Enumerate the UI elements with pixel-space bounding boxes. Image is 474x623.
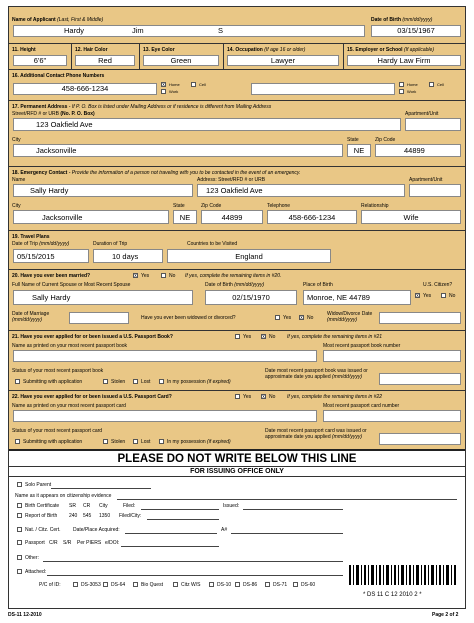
married-no-checkbox[interactable]	[161, 273, 166, 278]
filed-label: Filed:	[123, 503, 136, 509]
book-name-field[interactable]	[13, 350, 317, 362]
physical-section	[9, 44, 465, 70]
marriage-date-label: Date of Marriage (mm/dd/yyyy)	[12, 311, 50, 323]
trip-duration-field[interactable]: 10 days	[93, 249, 163, 263]
city-field[interactable]: Jacksonville	[13, 144, 343, 157]
ec-zip-field[interactable]: 44899	[201, 210, 263, 224]
dob-label: Date of Birth (mm/dd/yyyy)	[371, 17, 433, 23]
married-hint: If yes, complete the remaining items in #20.	[185, 273, 282, 279]
home-label: Home	[169, 82, 180, 87]
dob-field[interactable]: 03/15/1967	[371, 25, 461, 37]
ds86-label: DS-86	[243, 582, 258, 588]
phone2-home-checkbox[interactable]	[399, 82, 404, 87]
nat-cert-label: Nat. / Citz. Cert.	[25, 527, 61, 533]
cell-label: Cell	[199, 82, 206, 87]
hair-field[interactable]: Red	[75, 55, 135, 66]
page-number: Page 2 of 2	[432, 612, 459, 618]
citizen-yes-checkbox[interactable]: x	[416, 293, 419, 299]
card-hint: If yes, complete the remaining items in #22	[287, 394, 383, 400]
ec-name-label: Name	[12, 177, 26, 183]
book-number-label: Most recent passport book number	[323, 343, 401, 349]
work-label: Work	[169, 89, 179, 94]
ec-name-field[interactable]: Sally Hardy	[13, 184, 193, 197]
contact-label: 16. Additional Contact Phone Numbers	[12, 73, 105, 79]
book-yes-checkbox[interactable]	[235, 334, 240, 339]
cr-label: CR	[83, 503, 91, 509]
contact-section	[9, 70, 465, 101]
birth-cert-label: Birth Certificate	[25, 503, 60, 509]
ec-state-field[interactable]: NE	[173, 210, 197, 224]
n545-label: 545	[83, 513, 92, 519]
city-office-label: City	[99, 503, 108, 509]
widowed-yes-checkbox[interactable]	[275, 315, 280, 320]
marriage-section	[9, 270, 465, 331]
ds3053-label: DS-3053	[81, 582, 101, 588]
phone1-field[interactable]: 458-666-1234	[13, 83, 157, 95]
card-possession-label: In my possession (if expired)	[167, 439, 231, 445]
book-name-label: Name as printed on your most recent passport book	[12, 343, 128, 349]
sr2-label: S/R	[63, 540, 72, 546]
hair-label: 12. Hair Color	[75, 47, 108, 53]
name-applicant-label: Name of Applicant (Last, First & Middle)	[12, 17, 104, 23]
eye-field[interactable]: Green	[143, 55, 219, 66]
spouse-dob-label: Date of Birth (mm/dd/yyyy)	[205, 282, 265, 288]
card-lost-label: Lost	[141, 439, 151, 445]
eye-label: 13. Eye Color	[143, 47, 175, 53]
trip-duration-label: Duration of Trip	[93, 241, 128, 247]
card-lost-checkbox[interactable]	[133, 439, 138, 444]
spouse-name-field[interactable]: Sally Hardy	[13, 290, 193, 305]
applicant-name-field[interactable]	[13, 25, 365, 37]
book-hint: If yes, complete the remaining items in #21	[287, 334, 383, 340]
work-label-2: Work	[407, 89, 417, 94]
ec-phone-field[interactable]: 458-666-1234	[267, 210, 357, 224]
occupation-label: 14. Occupation (If age 16 or older)	[227, 47, 306, 53]
book-submitted-checkbox[interactable]	[15, 379, 20, 384]
card-yes-checkbox[interactable]	[235, 394, 240, 399]
do-not-write-banner: PLEASE DO NOT WRITE BELOW THIS LINE	[9, 451, 465, 467]
ec-state-label: State	[173, 203, 185, 209]
book-date-label: Date most recent passport book was issued or approximate date you applied (mm/dd/yyyy)	[265, 368, 368, 380]
citizen-no-checkbox[interactable]	[441, 293, 446, 298]
widowed-date-field[interactable]	[379, 312, 461, 324]
edoi-label: e/DOI:	[105, 540, 120, 546]
attached-label: Attached:	[25, 569, 47, 575]
card-status-label: Status of your most recent passport card	[12, 428, 103, 434]
state-label: State	[347, 137, 359, 143]
apt-label: Apartment/Unit	[405, 111, 439, 117]
married-yes-checkbox[interactable]: x	[134, 273, 137, 279]
book-stolen-label: Stolen	[111, 379, 126, 385]
street-field[interactable]: 123 Oakfield Ave	[13, 118, 401, 131]
book-yes-label: Yes	[243, 334, 252, 340]
employer-field[interactable]: Hardy Law Firm	[347, 55, 461, 66]
applicant-name-section	[9, 7, 465, 44]
zip-field[interactable]: 44899	[375, 144, 461, 157]
passport-book-section	[9, 331, 465, 391]
ds60-checkbox[interactable]	[293, 582, 298, 587]
card-submitted-checkbox[interactable]	[15, 439, 20, 444]
trip-date-label: Date of Trip (mm/dd/yyyy)	[12, 241, 70, 247]
report-birth-label: Report of Birth	[25, 513, 58, 519]
phone2-work-checkbox[interactable]	[399, 89, 404, 94]
ds86-checkbox[interactable]	[235, 582, 240, 587]
apt-field[interactable]	[405, 118, 461, 131]
ec-relationship-label: Relationship	[361, 203, 389, 209]
ds64-label: DS-64	[111, 582, 126, 588]
card-name-label: Name as printed on your most recent passport card	[12, 403, 126, 409]
widowed-date-label: Widow/Divorce Date (mm/dd/yyyy)	[327, 311, 373, 323]
zip-label: Zip Code	[375, 137, 396, 143]
ds3053-checkbox[interactable]	[73, 582, 78, 587]
cr2-label: C/R	[49, 540, 58, 546]
height-field[interactable]: 6'6"	[13, 55, 67, 66]
us-citizen-label: U.S. Citizen?	[423, 282, 453, 288]
ec-zip-label: Zip Code	[201, 203, 222, 209]
ds10-label: DS-10	[217, 582, 232, 588]
passport-form-page	[8, 6, 466, 609]
citz-ws-checkbox[interactable]	[173, 582, 178, 587]
birth-cert-checkbox[interactable]	[17, 503, 22, 508]
issuing-office-area	[9, 451, 465, 608]
other-label: Other:	[25, 555, 39, 561]
book-no-checkbox[interactable]: x	[262, 334, 265, 340]
married-yes-label: Yes	[141, 273, 150, 279]
spouse-birthplace-field[interactable]: Monroe, NE 44789	[303, 290, 411, 305]
card-question: 22. Have you ever applied for or been issued a U.S. Passport Card?	[12, 394, 172, 400]
barcode-text: * DS 11 C 12 2010 2 *	[363, 592, 422, 598]
passport-label: Passport	[25, 540, 45, 546]
book-no-label: No	[269, 334, 276, 340]
attached-checkbox[interactable]	[17, 569, 22, 574]
employer-label: 15. Employer or School (If applicable)	[347, 47, 434, 53]
widowed-no-label: No	[307, 315, 314, 321]
solo-parent-label: Solo Parent	[25, 482, 52, 488]
solo-parent-checkbox[interactable]	[17, 482, 22, 487]
book-date-field[interactable]	[379, 373, 461, 385]
ec-address-field[interactable]: 123 Oakfield Ave	[197, 184, 405, 197]
card-number-label: Most recent passport card number	[323, 403, 400, 409]
occupation-field[interactable]: Lawyer	[227, 55, 339, 66]
widowed-yes-label: Yes	[283, 315, 292, 321]
countries-label: Countries to be Visited	[187, 241, 238, 247]
cell-label-2: Cell	[437, 82, 444, 87]
height-label: 11. Height	[12, 47, 36, 53]
book-stolen-checkbox[interactable]	[103, 379, 108, 384]
married-no-label: No	[169, 273, 176, 279]
street-label: Street/RFD # or URB (No. P. O. Box)	[12, 111, 95, 117]
phone2-field[interactable]	[251, 83, 395, 95]
ds64-checkbox[interactable]	[103, 582, 108, 587]
form-id: DS-11 12-2010	[8, 612, 42, 618]
card-date-label: Date most recent passport card was issued or approximate date you applied (mm/dd/yyyy)	[265, 428, 367, 440]
ec-telephone-label: Telephone	[267, 203, 291, 209]
card-yes-label: Yes	[243, 394, 252, 400]
ec-address-label: Address: Street/RFD # or URB	[197, 177, 266, 183]
middle-name-value: S	[218, 26, 224, 35]
state-field[interactable]: NE	[347, 144, 371, 157]
a-number-label: A#	[221, 527, 228, 533]
card-submitted-label: Submitting with application	[23, 439, 83, 445]
date-place-label: Date/Place Acquired:	[73, 527, 120, 533]
book-question: 21. Have you ever applied for or been issued a U.S. Passport Book?	[12, 334, 173, 340]
travel-label: 19. Travel Plans	[12, 234, 50, 240]
card-no-checkbox[interactable]: x	[262, 394, 265, 400]
ds71-label: DS-71	[273, 582, 288, 588]
spouse-name-label: Full Name of Current Spouse or Most Recent Spouse	[12, 282, 131, 288]
ds60-label: DS-60	[301, 582, 316, 588]
card-stolen-label: Stolen	[111, 439, 126, 445]
countries-field[interactable]: England	[167, 249, 331, 263]
book-possession-checkbox[interactable]	[159, 379, 164, 384]
spouse-birthplace-label: Place of Birth	[303, 282, 333, 288]
ec-city-label: City	[12, 203, 21, 209]
book-possession-label: In my possession (if expired)	[167, 379, 231, 385]
phone2-cell-checkbox[interactable]	[429, 82, 434, 87]
citizenship-name-label: Name as it appears on citizenship evidence	[15, 493, 112, 499]
phone1-work-checkbox[interactable]	[161, 89, 166, 94]
card-no-label: No	[269, 394, 276, 400]
book-lost-checkbox[interactable]	[133, 379, 138, 384]
report-birth-checkbox[interactable]	[17, 513, 22, 518]
city-label: City	[12, 137, 21, 143]
passport-checkbox[interactable]	[17, 540, 22, 545]
passport-card-section	[9, 391, 465, 451]
ec-relationship-field[interactable]: Wife	[361, 210, 461, 224]
book-submitted-label: Submitting with application	[23, 379, 83, 385]
ec-apt-field[interactable]	[409, 184, 461, 197]
perm-address-label: 17. Permanent Address - If P. O. Box is listed under Mailing Address or if residence is different from Mailing Address	[12, 104, 272, 110]
issuing-office-heading: FOR ISSUING OFFICE ONLY	[9, 467, 465, 477]
phone1-cell-checkbox[interactable]	[191, 82, 196, 87]
permanent-address-section	[9, 101, 465, 167]
citz-ws-label: Citz W/S	[181, 582, 201, 588]
n1350-label: 1350	[99, 513, 111, 519]
nat-cert-checkbox[interactable]	[17, 527, 22, 532]
card-date-field[interactable]	[379, 433, 461, 445]
widowed-question: Have you ever been widowed or divorced?	[141, 315, 236, 321]
travel-section	[9, 231, 465, 270]
citizen-yes-label: Yes	[423, 293, 432, 299]
citizen-no-label: No	[449, 293, 456, 299]
per-piers-label: Per PIERS	[77, 540, 102, 546]
ec-city-field[interactable]: Jacksonville	[13, 210, 169, 224]
barcode-icon	[349, 565, 459, 589]
card-name-field[interactable]	[13, 410, 317, 422]
emergency-label: 18. Emergency Contact - Provide the information of a person not traveling with you to be contacted in the event of an emergency.	[12, 170, 301, 176]
ec-apt-label: Apartment/Unit	[409, 177, 443, 183]
spouse-dob-field[interactable]: 02/15/1970	[205, 290, 297, 305]
card-number-field[interactable]	[323, 410, 461, 422]
first-name-value: Jim	[132, 26, 144, 35]
emergency-section	[9, 167, 465, 231]
other-checkbox[interactable]	[17, 555, 22, 560]
n240-label: 240	[69, 513, 78, 519]
card-stolen-checkbox[interactable]	[103, 439, 108, 444]
phone1-home-checkbox[interactable]: x	[162, 82, 165, 88]
ds71-checkbox[interactable]	[265, 582, 270, 587]
last-name-value: Hardy	[64, 26, 85, 35]
bio-quest-checkbox[interactable]	[133, 582, 138, 587]
widowed-no-checkbox[interactable]: x	[300, 315, 303, 321]
card-possession-checkbox[interactable]	[159, 439, 164, 444]
issued-label: Issued:	[223, 503, 240, 509]
book-number-field[interactable]	[323, 350, 461, 362]
pic-id-label: P/C of ID:	[39, 582, 61, 588]
home-label-2: Home	[407, 82, 418, 87]
book-lost-label: Lost	[141, 379, 151, 385]
book-status-label: Status of your most recent passport book	[12, 368, 104, 374]
marriage-date-field[interactable]	[69, 312, 129, 324]
married-question: 20. Have you ever been married?	[12, 273, 91, 279]
bio-quest-label: Bio Quest	[141, 582, 163, 588]
ds10-checkbox[interactable]	[209, 582, 214, 587]
filed-city-label: Filed/City:	[119, 513, 142, 519]
trip-date-field[interactable]: 05/15/2015	[13, 249, 89, 263]
sr-label: SR	[69, 503, 76, 509]
